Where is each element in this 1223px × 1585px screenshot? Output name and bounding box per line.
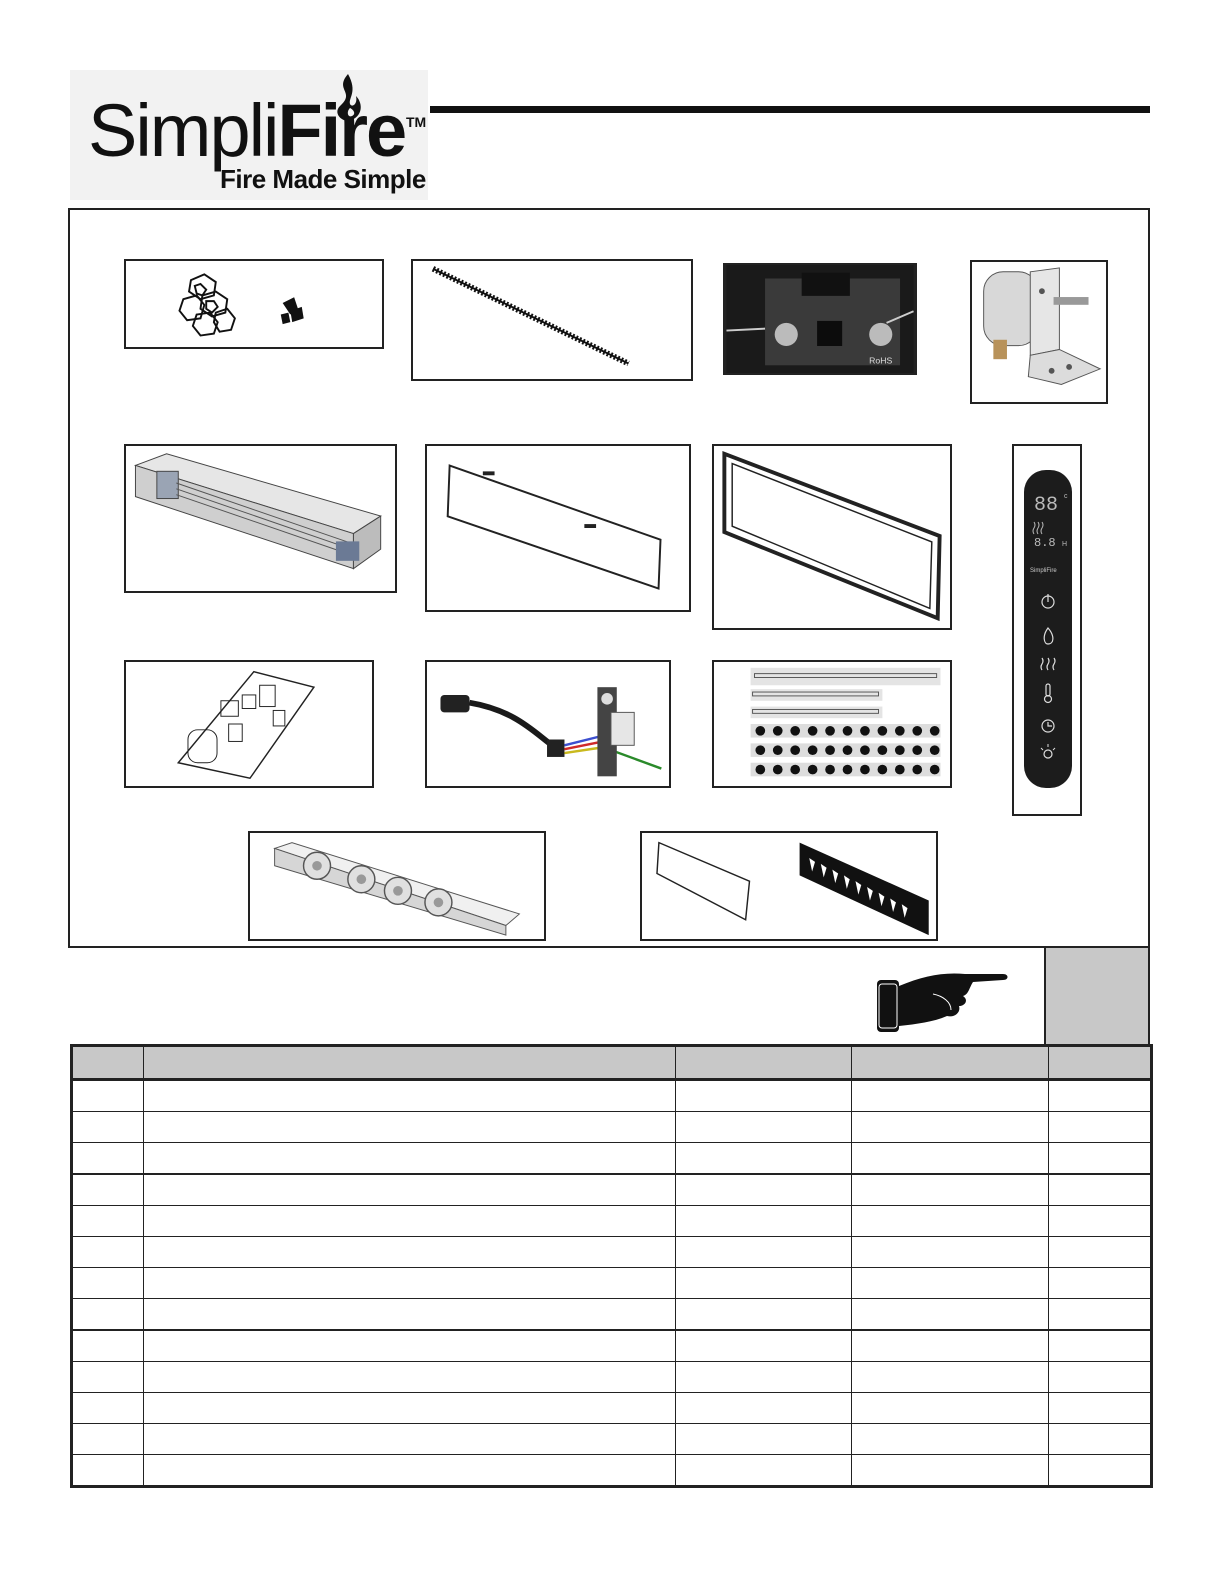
table-cell	[72, 1206, 144, 1237]
part-image-led-strips	[712, 660, 952, 788]
table-cell	[676, 1424, 852, 1455]
part-image-control-board	[124, 660, 374, 788]
table-cell	[144, 1080, 676, 1112]
part-image-power-cord	[425, 660, 671, 788]
table-cell	[1049, 1112, 1152, 1143]
table-cell	[72, 1393, 144, 1424]
table-cell	[852, 1424, 1049, 1455]
table-cell	[676, 1268, 852, 1299]
part-image-remote	[1012, 444, 1082, 816]
table-cell	[676, 1299, 852, 1331]
table-row	[72, 1143, 1152, 1175]
table-cell	[1049, 1143, 1152, 1175]
table-cell	[676, 1080, 852, 1112]
table-cell	[72, 1237, 144, 1268]
svg-text:RoHS: RoHS	[869, 355, 893, 366]
part-image-frame	[712, 444, 952, 630]
remote-display-unit-top: c	[1064, 493, 1068, 500]
remote-display-bottom: 8.8	[1034, 536, 1056, 550]
part-image-reflector-screen	[640, 831, 938, 941]
table-cell	[852, 1362, 1049, 1393]
column-header	[852, 1046, 1049, 1080]
table-cell	[144, 1330, 676, 1362]
table-cell	[676, 1330, 852, 1362]
remote-display-top: 88	[1034, 494, 1059, 517]
light-icon[interactable]	[1041, 744, 1055, 758]
table-cell	[144, 1455, 676, 1487]
table-row	[72, 1455, 1152, 1487]
table-cell	[72, 1455, 144, 1487]
table-cell	[852, 1393, 1049, 1424]
table-row	[72, 1299, 1152, 1331]
part-image-heating-element	[411, 259, 693, 381]
table-cell	[72, 1299, 144, 1331]
table-cell	[1049, 1330, 1152, 1362]
table-cell	[144, 1424, 676, 1455]
table-cell	[144, 1393, 676, 1424]
pointing-hand-icon	[873, 966, 1013, 1042]
table-cell	[852, 1237, 1049, 1268]
table-cell	[852, 1330, 1049, 1362]
thermometer-icon[interactable]	[1045, 684, 1052, 703]
table-cell	[676, 1206, 852, 1237]
table-cell	[1049, 1455, 1152, 1487]
remote-brand-label: SimpliFire	[1030, 568, 1057, 574]
table-cell	[72, 1174, 144, 1206]
table-cell	[144, 1362, 676, 1393]
part-image-glass-panel	[425, 444, 691, 612]
table-cell	[72, 1424, 144, 1455]
table-cell	[72, 1080, 144, 1112]
table-cell	[1049, 1080, 1152, 1112]
part-image-embers	[124, 259, 384, 349]
table-cell	[144, 1237, 676, 1268]
table-row	[72, 1362, 1152, 1393]
brand-logo	[70, 70, 428, 200]
part-image-heater-assembly	[124, 444, 397, 593]
table-cell	[72, 1268, 144, 1299]
table-cell	[72, 1330, 144, 1362]
table-cell	[676, 1112, 852, 1143]
parts-table	[70, 1044, 1153, 1488]
table-cell	[144, 1268, 676, 1299]
table-cell	[144, 1143, 676, 1175]
power-icon[interactable]	[1042, 594, 1054, 608]
table-cell	[1049, 1174, 1152, 1206]
table-cell	[1049, 1362, 1152, 1393]
table-cell	[1049, 1268, 1152, 1299]
brand-name-bold: Fire	[277, 89, 406, 172]
table-header-row	[72, 1046, 1152, 1080]
table-cell	[676, 1455, 852, 1487]
column-header	[1049, 1046, 1152, 1080]
table-cell	[1049, 1206, 1152, 1237]
table-cell	[72, 1112, 144, 1143]
table-cell	[676, 1393, 852, 1424]
part-image-flame-rod	[248, 831, 546, 941]
table-cell	[676, 1174, 852, 1206]
table-cell	[72, 1362, 144, 1393]
part-image-circuit-board	[723, 263, 917, 375]
table-cell	[852, 1455, 1049, 1487]
table-cell	[852, 1143, 1049, 1175]
table-cell	[144, 1174, 676, 1206]
table-cell	[1049, 1424, 1152, 1455]
remote-display-unit-bottom: H	[1062, 541, 1068, 548]
table-row	[72, 1112, 1152, 1143]
table-cell	[144, 1112, 676, 1143]
table-cell	[852, 1206, 1049, 1237]
brand-name-light: Simpli	[88, 89, 278, 172]
table-cell	[852, 1174, 1049, 1206]
brand-wordmark	[88, 89, 406, 172]
table-cell	[72, 1143, 144, 1175]
table-cell	[144, 1206, 676, 1237]
table-cell	[852, 1112, 1049, 1143]
table-cell	[676, 1362, 852, 1393]
table-row	[72, 1206, 1152, 1237]
table-row	[72, 1080, 1152, 1112]
table-row	[72, 1268, 1152, 1299]
table-row	[72, 1393, 1152, 1424]
table-row	[72, 1330, 1152, 1362]
table-cell	[144, 1299, 676, 1331]
header-rule	[430, 106, 1150, 113]
table-cell	[852, 1299, 1049, 1331]
trademark-mark: TM	[406, 114, 427, 130]
flame-level-icon[interactable]	[1044, 628, 1053, 644]
brand-tagline: Fire Made Simple	[220, 164, 426, 194]
table-cell	[852, 1268, 1049, 1299]
table-cell	[676, 1143, 852, 1175]
table-row	[72, 1424, 1152, 1455]
table-cell	[1049, 1299, 1152, 1331]
table-cell	[1049, 1393, 1152, 1424]
table-cell	[1049, 1237, 1152, 1268]
part-image-motor	[970, 260, 1108, 404]
heat-icon[interactable]	[1041, 658, 1055, 670]
table-cell	[676, 1237, 852, 1268]
column-header	[676, 1046, 852, 1080]
table-row	[72, 1174, 1152, 1206]
column-header	[144, 1046, 676, 1080]
timer-icon[interactable]	[1042, 720, 1054, 732]
column-header	[72, 1046, 144, 1080]
table-cell	[852, 1080, 1049, 1112]
table-row	[72, 1237, 1152, 1268]
